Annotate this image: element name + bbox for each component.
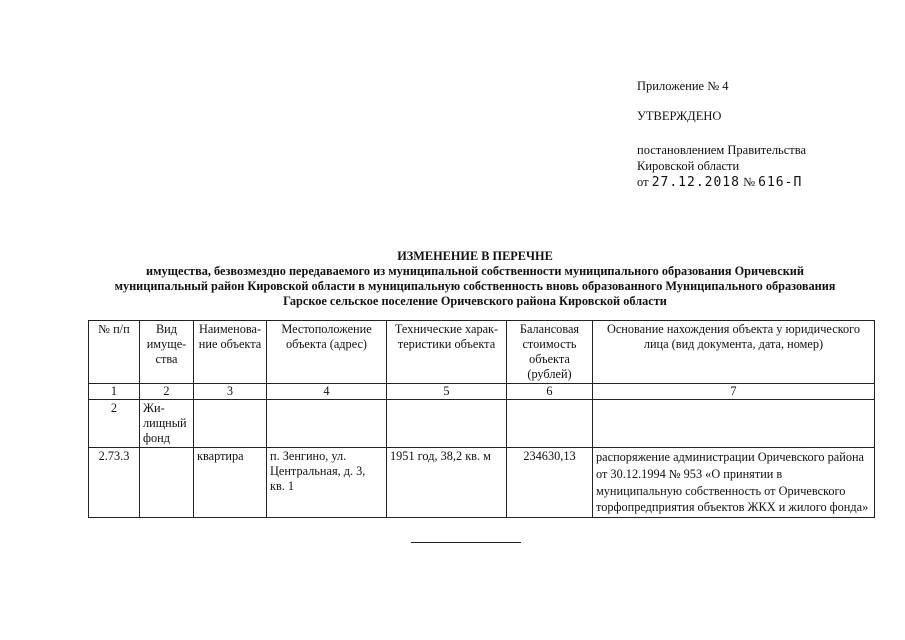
appendix-label: Приложение № 4	[637, 79, 729, 93]
header-location: Местоположение объекта (адрес)	[267, 321, 387, 384]
number-sign: №	[743, 175, 756, 189]
column-number: 1	[89, 384, 140, 400]
row-basis: распоряжение администрации Оричевского района от 30.12.1994 № 953 «О принятии в муниципальную собственность от Оричевского торфопредприятия объектов ЖКХ и жилого фонда»	[593, 448, 875, 518]
date-prefix: от	[637, 175, 649, 189]
document-title	[60, 249, 890, 309]
row-type	[140, 448, 194, 518]
table-header-row	[89, 321, 875, 384]
column-number: 4	[267, 384, 387, 400]
header-number: № п/п	[89, 321, 140, 384]
column-number: 7	[593, 384, 875, 400]
handwritten-number: 616-П	[758, 175, 803, 190]
title-line-1: ИЗМЕНЕНИЕ В ПЕРЕЧНЕ	[397, 249, 553, 263]
title-line-4: Гарское сельское поселение Оричевского района Кировской области	[283, 294, 667, 308]
column-number: 6	[507, 384, 593, 400]
table-row	[89, 448, 875, 518]
row-characteristics: 1951 год, 38,2 кв. м	[387, 448, 507, 518]
header-characteristics: Технические харак-теристики объекта	[387, 321, 507, 384]
resolution-line-2: Кировской области	[637, 159, 740, 173]
row-location: п. Зенгино, ул. Центральная, д. 3, кв. 1	[267, 448, 387, 518]
title-line-3: муниципальный район Кировской области в муниципальную собственность вновь образованного Муниципального образования	[114, 279, 836, 293]
column-number: 2	[140, 384, 194, 400]
row-number: 2.73.3	[89, 448, 140, 518]
property-table	[88, 320, 875, 518]
approval-block	[637, 78, 897, 191]
section-row	[89, 400, 875, 448]
resolution-line-1: постановлением Правительства	[637, 143, 807, 157]
header-value: Балансовая стоимость объекта (рублей)	[507, 321, 593, 384]
header-type: Вид имуще-ства	[140, 321, 194, 384]
column-number-row	[89, 384, 875, 400]
section-number: 2	[89, 400, 140, 448]
closing-divider	[411, 542, 521, 543]
row-name: квартира	[194, 448, 267, 518]
resolution-date-line	[637, 174, 897, 191]
title-line-2: имущества, безвозмездно передаваемого из муниципальной собственности муниципального образования Оричевский	[146, 264, 804, 278]
column-number: 5	[387, 384, 507, 400]
column-number: 3	[194, 384, 267, 400]
row-value: 234630,13	[507, 448, 593, 518]
header-basis: Основание нахождения объекта у юридического лица (вид документа, дата, номер)	[593, 321, 875, 384]
approved-label: УТВЕРЖДЕНО	[637, 109, 722, 123]
section-type: Жи-лищный фонд	[140, 400, 194, 448]
header-name: Наименова-ние объекта	[194, 321, 267, 384]
handwritten-date: 27.12.2018	[651, 175, 740, 190]
